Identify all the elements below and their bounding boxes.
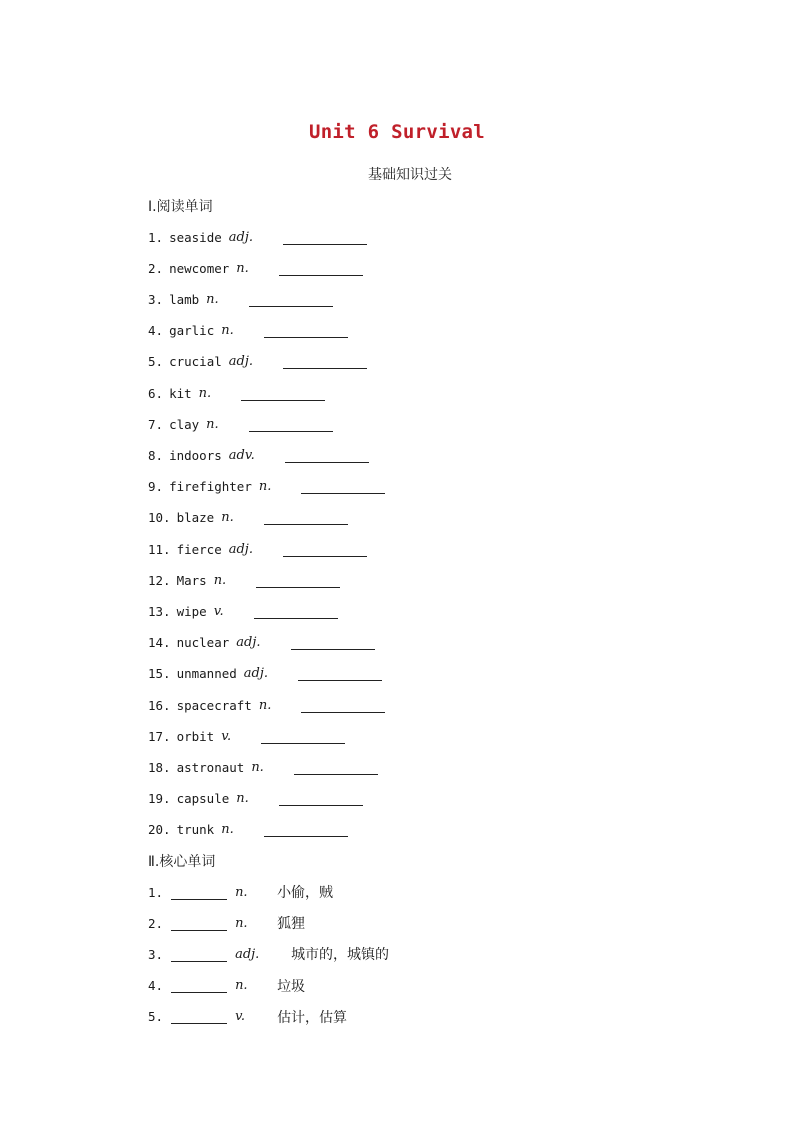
answer-blank[interactable] [283,354,367,369]
english-word: seaside [169,229,222,245]
answer-blank[interactable] [283,542,367,557]
part-of-speech: n. [198,385,212,401]
item-number: 10. [148,510,171,526]
part-of-speech: n. [235,884,248,900]
chinese-meaning: 估计，估算 [277,1009,348,1026]
reading-word-row [148,227,367,247]
english-word: trunk [176,822,215,838]
reading-word-row [148,445,369,465]
item-number: 2. [148,260,164,276]
item-number: 2. [148,915,164,931]
english-word: garlic [169,323,215,339]
core-word-row [148,1007,347,1027]
reading-word-row [148,258,363,278]
item-number: 18. [148,759,171,775]
answer-blank[interactable] [301,698,385,713]
english-word: Mars [176,572,207,588]
answer-blank[interactable] [171,916,227,931]
english-word: newcomer [169,260,230,276]
answer-blank[interactable] [171,978,227,993]
reading-word-row [148,789,363,809]
part-of-speech: n. [236,260,249,276]
part-of-speech: v. [221,728,232,744]
part-of-speech: n. [258,697,272,713]
part-of-speech: adj. [228,354,253,370]
english-word: unmanned [176,666,237,682]
item-number: 9. [148,479,164,495]
part-of-speech: n. [221,822,234,838]
chinese-meaning: 狐狸 [277,916,306,933]
chinese-meaning: 城市的，城镇的 [291,947,390,964]
part-of-speech: adj. [235,946,260,962]
answer-blank[interactable] [283,230,367,245]
item-number: 5. [148,1009,164,1025]
reading-word-row [148,695,385,715]
answer-blank[interactable] [249,292,333,307]
part-of-speech: adj. [228,229,253,245]
english-word: indoors [169,447,222,463]
english-word: nuclear [176,635,230,651]
english-word: kit [169,385,192,401]
item-number: 16. [148,697,171,713]
reading-word-row [148,289,333,309]
item-number: 3. [148,946,164,962]
answer-blank[interactable] [264,510,348,525]
item-number: 1. [148,229,164,245]
item-number: 11. [148,541,171,557]
item-number: 20. [148,822,171,838]
english-word: orbit [176,728,215,744]
part-of-speech: n. [206,416,219,432]
reading-word-row [148,508,348,528]
english-word: firefighter [169,479,252,495]
item-number: 17. [148,728,171,744]
part-of-speech: n. [235,978,248,994]
english-word: clay [169,416,200,432]
answer-blank[interactable] [298,666,382,681]
page-subtitle: 基础知识过关 [368,167,452,183]
reading-word-row [148,633,375,653]
english-word: astronaut [176,759,245,775]
answer-blank[interactable] [279,261,363,276]
part-of-speech: v. [213,603,224,619]
part-of-speech: n. [221,510,234,526]
part-of-speech: n. [251,759,264,775]
section-heading-reading-words: Ⅰ.阅读单词 [148,199,213,215]
answer-blank[interactable] [254,604,338,619]
item-number: 19. [148,791,171,807]
item-number: 4. [148,323,164,339]
answer-blank[interactable] [294,760,378,775]
page-title: Unit 6 Survival [308,121,486,143]
answer-blank[interactable] [171,947,227,962]
part-of-speech: n. [213,572,227,588]
answer-blank[interactable] [301,479,385,494]
answer-blank[interactable] [171,885,227,900]
item-number: 8. [148,447,164,463]
item-number: 4. [148,978,164,994]
answer-blank[interactable] [291,635,375,650]
item-number: 1. [148,884,164,900]
part-of-speech: v. [235,1009,245,1025]
core-word-row [148,882,333,902]
part-of-speech: n. [206,291,219,307]
english-word: capsule [176,791,230,807]
reading-word-row [148,757,378,777]
english-word: spacecraft [176,697,252,713]
reading-word-row [148,477,385,497]
answer-blank[interactable] [279,791,363,806]
chinese-meaning: 垃圾 [277,978,306,995]
english-word: crucial [169,354,222,370]
english-word: fierce [176,541,222,557]
reading-word-row [148,539,367,559]
reading-word-row [148,352,367,372]
reading-word-row [148,820,348,840]
english-word: blaze [176,510,215,526]
reading-word-row [148,664,382,684]
part-of-speech: n. [258,479,272,495]
answer-blank[interactable] [241,386,325,401]
reading-word-row [148,570,340,590]
item-number: 13. [148,603,171,619]
reading-word-row [148,601,338,621]
part-of-speech: adj. [243,666,269,682]
part-of-speech: adj. [236,635,261,651]
part-of-speech: n. [221,323,234,339]
item-number: 12. [148,572,171,588]
item-number: 14. [148,635,171,651]
english-word: lamb [169,291,200,307]
core-word-row [148,913,305,933]
item-number: 5. [148,354,164,370]
item-number: 15. [148,666,171,682]
answer-blank[interactable] [264,323,348,338]
core-word-row [148,976,305,996]
answer-blank[interactable] [264,822,348,837]
section-heading-core-words: Ⅱ.核心单词 [148,854,216,870]
core-word-row [148,944,389,964]
answer-blank[interactable] [261,729,345,744]
answer-blank[interactable] [256,573,340,588]
reading-word-row [148,321,348,341]
english-word: wipe [176,603,207,619]
part-of-speech: adj. [228,541,253,557]
reading-word-row [148,726,345,746]
item-number: 7. [148,416,164,432]
answer-blank[interactable] [171,1009,227,1024]
answer-blank[interactable] [285,448,369,463]
part-of-speech: n. [236,791,249,807]
item-number: 6. [148,385,164,401]
reading-word-row [148,383,325,403]
reading-word-row [148,414,333,434]
part-of-speech: adv. [228,447,255,463]
answer-blank[interactable] [249,417,333,432]
item-number: 3. [148,291,164,307]
chinese-meaning: 小偷，贼 [277,885,334,901]
part-of-speech: n. [235,915,248,931]
